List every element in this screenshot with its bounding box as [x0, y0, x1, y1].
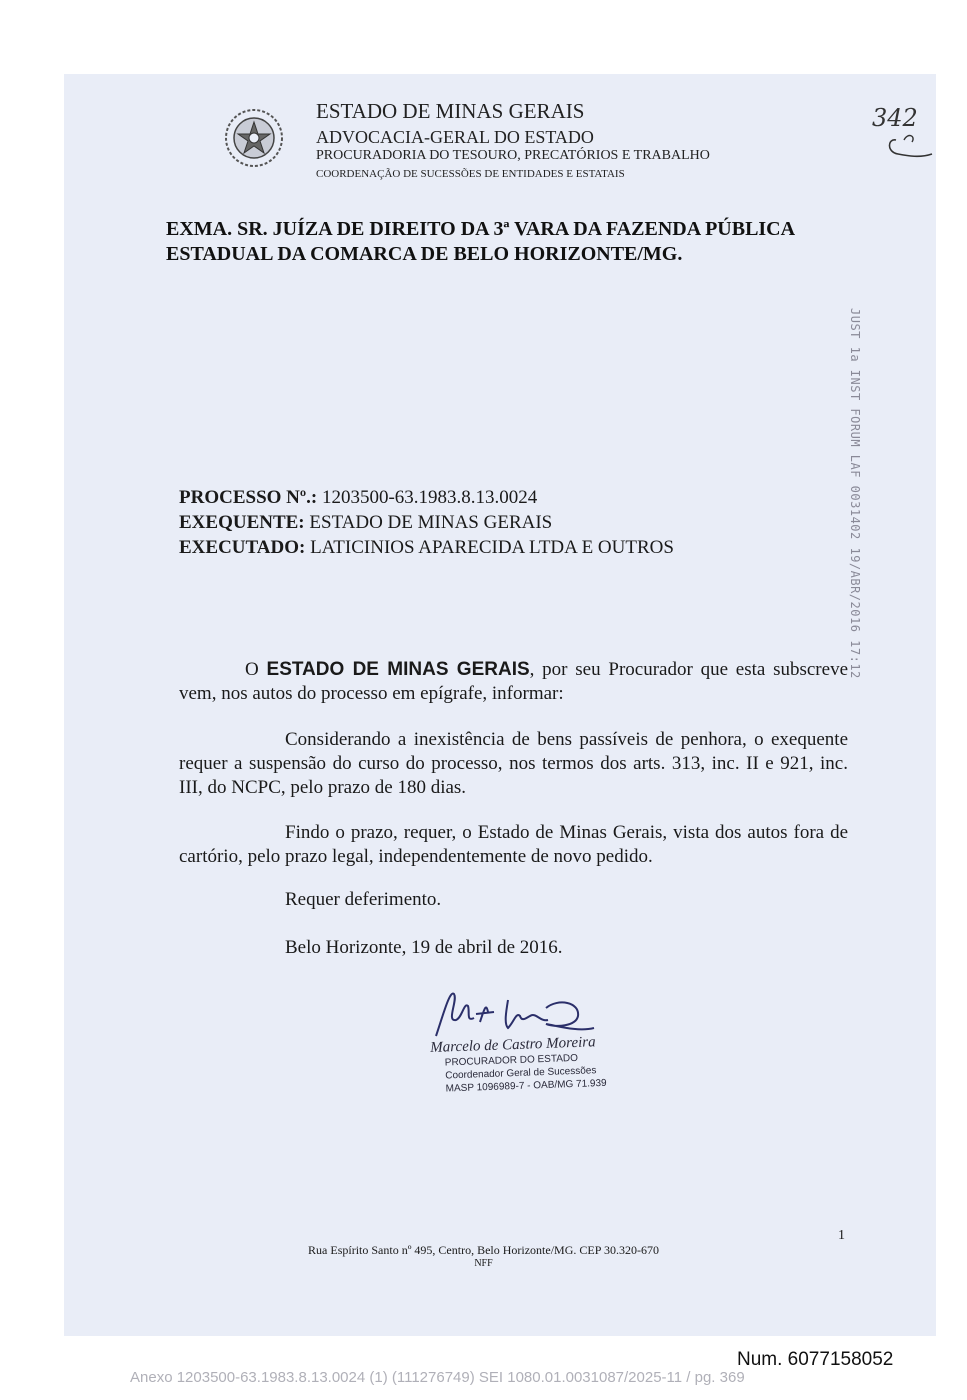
- handwritten-page-number-text: 342: [872, 104, 918, 132]
- addressee-line-1: EXMA. SR. JUÍZA DE DIREITO DA 3ª VARA DA FAZENDA PÚBLICA: [166, 218, 796, 240]
- signer-title: PROCURADOR DO ESTADO: [444, 1052, 579, 1069]
- coat-of-arms-icon: [222, 106, 286, 170]
- signer-role: Coordenador Geral de Sucessões: [445, 1065, 597, 1082]
- footer-initials: NFF: [474, 1258, 493, 1269]
- closing-request: Requer deferimento.: [285, 889, 442, 910]
- page-number: 1: [838, 1228, 845, 1243]
- defendant-label: EXECUTADO:: [179, 537, 306, 558]
- request-paragraph: Considerando a inexistência de bens passíveis de penhora, o exequente requer a suspensão do curso do processo, nos termos dos arts. 313, inc. II e 921, inc. III, do NCPC, pelo prazo de 180 dias.: [179, 729, 848, 798]
- addressee-line-2: ESTADUAL DA COMARCA DE BELO HORIZONTE/MG.: [166, 243, 683, 265]
- deadline-paragraph: Findo o prazo, requer, o Estado de Minas Gerais, vista dos autos fora de cartório, pelo prazo legal, independentemente de novo pedido.: [179, 822, 848, 867]
- case-number: [179, 487, 537, 509]
- plaintiff-label: EXEQUENTE:: [179, 512, 305, 533]
- header-agency: ADVOCACIA-GERAL DO ESTADO: [316, 127, 594, 147]
- intro-paragraph: [179, 658, 848, 706]
- intro-party: ESTADO DE MINAS GERAIS: [266, 659, 530, 680]
- signer-name: Marcelo de Castro Moreira: [430, 1034, 596, 1056]
- intro-text: , por seu Procurador que esta subscreve vem, nos autos do processo em epígrafe, informar:: [179, 659, 849, 704]
- protocol-stamp: JUST 1a INST FORUM LAF 0031402 19/ABR/2016 17:12: [848, 308, 862, 679]
- annex-reference: Anexo 1203500-63.1983.8.13.0024 (1) (111276749) SEI 1080.01.0031087/2025-11 / pg. 369: [130, 1369, 745, 1386]
- place-and-date: Belo Horizonte, 19 de abril de 2016.: [285, 937, 563, 958]
- signature-stamp: [430, 1034, 607, 1096]
- plaintiff-value: ESTADO DE MINAS GERAIS: [309, 512, 553, 533]
- handwritten-page-number: [868, 100, 938, 168]
- header-state: ESTADO DE MINAS GERAIS: [316, 99, 585, 123]
- signer-ids: MASP 1096989-7 - OAB/MG 71.939: [445, 1077, 607, 1095]
- case-number-label: PROCESSO Nº.:: [179, 487, 318, 508]
- case-plaintiff: [179, 512, 552, 534]
- case-number-value: 1203500-63.1983.8.13.0024: [321, 487, 538, 508]
- document-number: Num. 6077158052: [737, 1349, 894, 1370]
- header-coordination: COORDENAÇÃO DE SUCESSÕES DE ENTIDADES E ESTATAIS: [316, 168, 625, 180]
- intro-article: O: [245, 659, 259, 680]
- defendant-value: LATICINIOS APARECIDA LTDA E OUTROS: [310, 537, 674, 558]
- footer-address: Rua Espírito Santo nº 495, Centro, Belo Horizonte/MG. CEP 30.320-670: [308, 1243, 659, 1257]
- header-department: PROCURADORIA DO TESOURO, PRECATÓRIOS E TRABALHO: [316, 148, 710, 163]
- case-defendant: [179, 537, 674, 559]
